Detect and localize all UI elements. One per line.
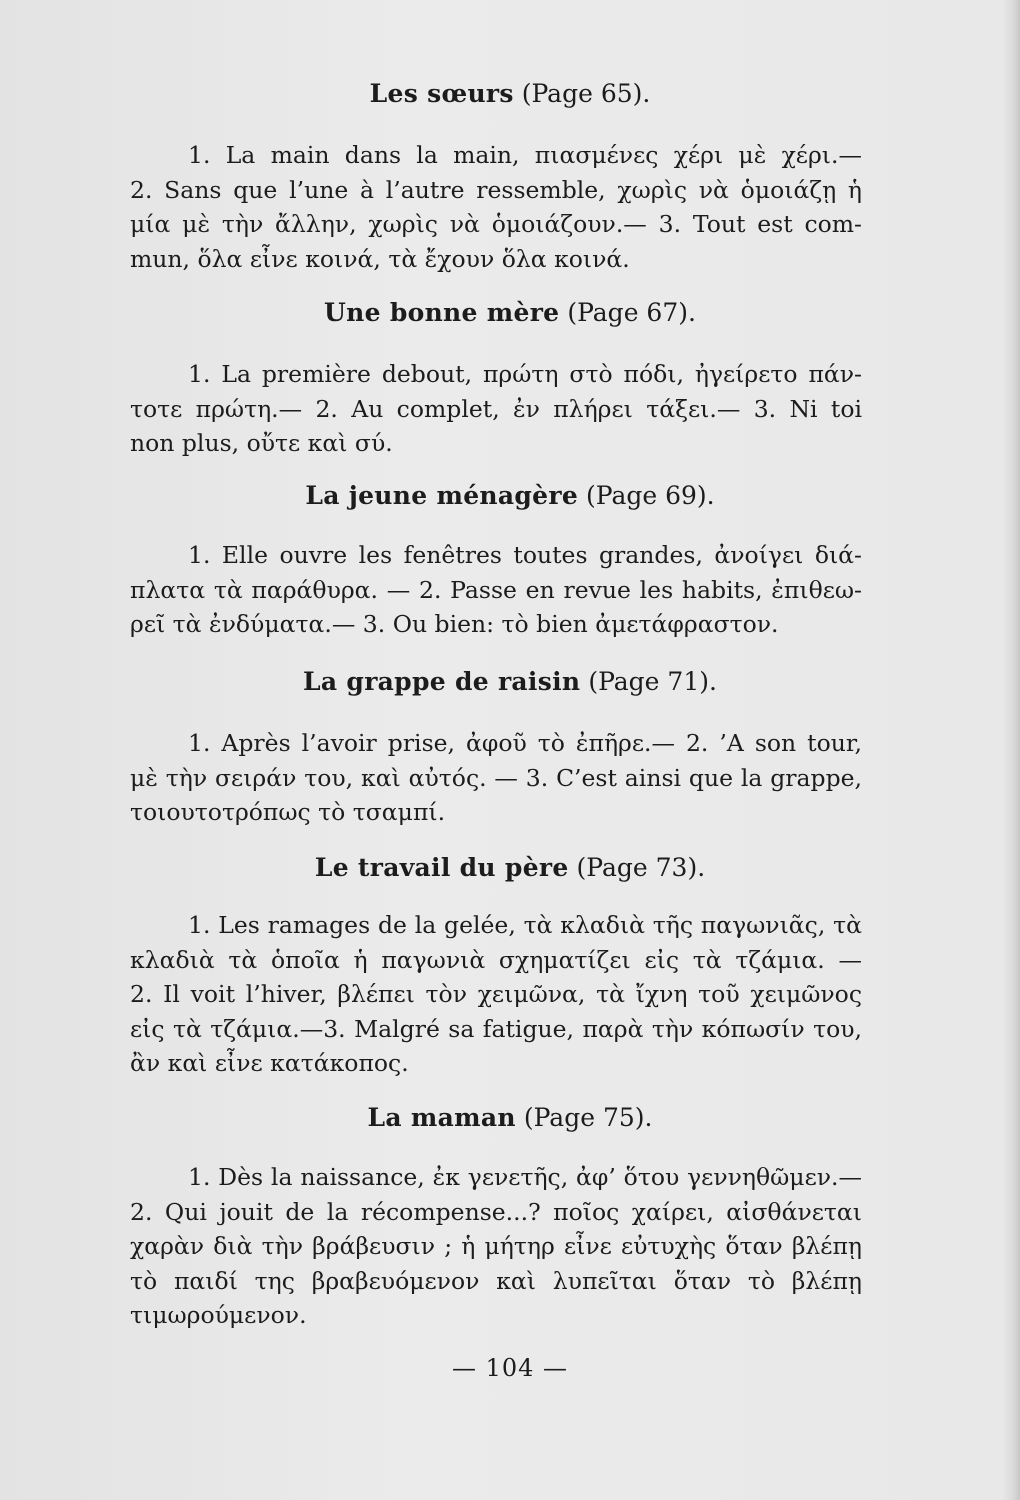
section-title: Le travail du père xyxy=(314,853,569,882)
section-page-ref: (Page 71). xyxy=(588,667,717,696)
text-line: 1. Dès la naissance, ἐκ γενετῆς, ἀφ’ ὅτου γεννηθῶμεν.— xyxy=(188,1163,862,1191)
section-heading-les-soeurs xyxy=(0,78,1020,110)
text-line: τὸ παιδί της βραβευόμενον καὶ λυπεῖται ὅταν τὸ βλέπῃ xyxy=(130,1266,862,1295)
section-page-ref: (Page 69). xyxy=(586,481,715,510)
section-heading-le-travail-du-pere xyxy=(0,852,1020,884)
text-line: τοιουτοτρόπως τὸ τσαμπί. xyxy=(130,798,446,827)
text-line: μία μὲ τὴν ἄλλην, χωρὶς νὰ ὁμοιάζουν.— 3. Tout est com- xyxy=(130,210,862,239)
text-line: 1. La main dans la main, πιασμένες χέρι μὲ χέρι.— xyxy=(188,141,862,169)
text-line: τοτε πρώτη.— 2. Au complet, ἐν πλήρει τάξει.— 3. Ni toi xyxy=(130,394,862,423)
text-line: ρεῖ τὰ ἐνδύματα.— 3. Ou bien: τὸ bien ἀμετάφραστον. xyxy=(130,610,779,639)
section-page-ref: (Page 75). xyxy=(523,1103,653,1132)
section-title: La maman xyxy=(367,1103,516,1132)
text-line: 2. Qui jouit de la récompense...? ποῖος χαίρει, αἰσθάνεται xyxy=(130,1197,862,1226)
section-heading-la-jeune-menagere xyxy=(0,480,1020,512)
text-line: τιμωρούμενον. xyxy=(130,1301,307,1330)
section-text-les-soeurs xyxy=(130,138,862,276)
section-text-le-travail-du-pere xyxy=(130,908,862,1081)
page-number: — 104 — xyxy=(451,1354,569,1382)
section-title: Une bonne mère xyxy=(324,298,560,327)
section-heading-la-maman xyxy=(0,1102,1020,1134)
section-page-ref: (Page 73). xyxy=(576,853,706,882)
text-line: μὲ τὴν σειράν του, καὶ αὐτός. — 3. C’est ainsi que la grappe, xyxy=(130,763,862,792)
text-line: χαρὰν διὰ τὴν βράβευσιν ; ἡ μήτηρ εἶνε εὐτυχὴς ὅταν βλέπῃ xyxy=(130,1232,862,1261)
section-text-la-grappe-de-raisin xyxy=(130,726,862,830)
text-line: πλατα τὰ παράθυρα. — 2. Passe en revue les habits, ἐπιθεω- xyxy=(130,575,862,604)
section-title: La jeune ménagère xyxy=(305,481,579,510)
text-line: 2. Il voit l’hiver, βλέπει τὸν χειμῶνα, τὰ ἴχνη τοῦ χειμῶνος xyxy=(130,980,862,1009)
section-text-une-bonne-mere xyxy=(130,357,862,461)
section-title: La grappe de raisin xyxy=(303,667,581,696)
text-line: 2. Sans que l’une à l’autre ressemble, χωρὶς νὰ ὁμοιάζῃ ἡ xyxy=(130,175,862,204)
section-title: Les sœurs xyxy=(369,79,514,108)
text-line: 1. Elle ouvre les fenêtres toutes grandes, ἀνοίγει διά- xyxy=(188,541,862,569)
text-line: mun, ὅλα εἶνε κοινά, τὰ ἔχουν ὅλα κοινά. xyxy=(130,244,630,273)
text-line: εἰς τὰ τζάμια.—3. Malgré sa fatigue, παρὰ τὴν κόπωσίν του, xyxy=(130,1014,862,1043)
text-line: ἂν καὶ εἶνε κατάκοπος. xyxy=(130,1049,409,1078)
text-line: non plus, οὔτε καὶ σύ. xyxy=(130,429,393,458)
text-line: κλαδιὰ τὰ ὁποῖα ἡ παγωνιὰ σχηματίζει εἰς τὰ τζάμια. — xyxy=(130,945,862,974)
section-page-ref: (Page 67). xyxy=(567,298,696,327)
section-text-la-maman xyxy=(130,1160,862,1333)
section-page-ref: (Page 65). xyxy=(521,79,651,108)
section-text-la-jeune-menagere xyxy=(130,538,862,642)
page-edge-shadow xyxy=(1002,0,1020,1500)
section-heading-la-grappe-de-raisin xyxy=(0,666,1020,698)
text-line: 1. Les ramages de la gelée, τὰ κλαδιὰ τῆς παγωνιᾶς, τὰ xyxy=(188,911,862,939)
text-line: 1. Après l’avoir prise, ἀφοῦ τὸ ἐπῆρε.— 2. ’A son tour, xyxy=(188,729,862,757)
section-heading-une-bonne-mere xyxy=(0,297,1020,329)
text-line: 1. La première debout, πρώτη στὸ πόδι, ἠγείρετο πάν- xyxy=(188,360,862,388)
